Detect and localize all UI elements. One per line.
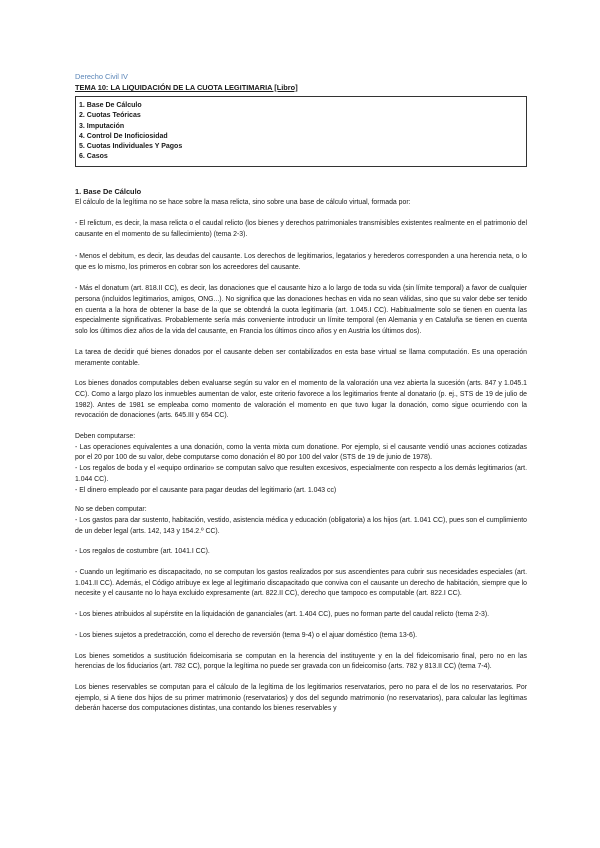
list-item: - Las operaciones equivalentes a una donación, como la venta mixta cum donatione. Por ejemplo, si el causante vendió unas acciones cotizadas por el 20 por 100 de su valor, debe computarse como donación el 80 por 100 del valor (STS de 19 de junio de 1978). bbox=[75, 443, 527, 462]
table-of-contents bbox=[75, 96, 527, 167]
toc-item: 2. Cuotas Teóricas bbox=[79, 112, 141, 120]
toc-item: 4. Control De Inoficiosidad bbox=[79, 132, 168, 140]
paragraph-intro: El cálculo de la legítima no se hace sobre la masa relicta, sino sobre una base de cálculo virtual, formada por: bbox=[75, 198, 411, 206]
list-item: - Los bienes sujetos a predetracción, como el derecho de reversión (tema 9-4) o el ajuar doméstico (tema 13-6). bbox=[75, 631, 418, 639]
list-item: - El dinero empleado por el causante para pagar deudas del legitimario (art. 1.043 cc) bbox=[75, 486, 337, 494]
no-deben-computarse-title: No se deben computar: bbox=[75, 506, 147, 514]
list-item: - Los gastos para dar sustento, habitación, vestido, asistencia médica y educación (obligatoria) a los hijos (art. 1.041 CC), pues son el cumplimiento de un deber legal (arts. 142, 143 y 154.2.º CC). bbox=[75, 516, 527, 535]
list-item: - Los regalos de boda y el «equipo ordinario» se computan salvo que resulten excesivos, especialmente con respecto a los demás legitimarios (art. 1.044 CC). bbox=[75, 465, 527, 483]
paragraph-computacion: La tarea de decidir qué bienes donados por el causante deben ser contabilizados en esta base virtual se llama computación. Es una operación meramente contable. bbox=[75, 348, 527, 367]
subject-label: Derecho Civil IV bbox=[75, 72, 128, 81]
toc-item: 6. Casos bbox=[79, 153, 108, 161]
section-heading: 1. Base De Cálculo bbox=[75, 186, 142, 196]
page-content bbox=[75, 72, 527, 715]
paragraph-donatum: - Más el donatum (art. 818.II CC), es decir, las donaciones que el causante hizo a lo largo de toda su vida (sin límite temporal) a favor de cualquier persona (incluidos legitimarios, amigos, ONG...). No significa que las donaciones hechas en vida no sean válidas, sino que su valor debe ser tenido en cuenta a la hora de obtener la base de la que se obtendrá la cuota legitimaria (art. 1.045.I CC). Habitualmente solo se tienen en cuenta las especialmente significativas. Probablemente sería más conveniente introducir un límite temporal (en Alemania y en Cataluña se tienen en cuenta solo los últimos diez años de la vida del causante, en Francia los últimos cinco años y en Austria los últimos dos). bbox=[75, 285, 527, 336]
paragraph-valoracion: Los bienes donados computables deben evaluarse según su valor en el momento de la valoración una vez abierta la sucesión (arts. 847 y 1.045.1 CC). Como a largo plazo los inmuebles aumentan de valor, este criterio favorece a los legitimarios frente al donatario (p. ej., STS de 19 de julio de 1982). Antes de 1981 se empleaba como momento de valoración el momento en que tuvo lugar la donación, como sigue ocurriendo con la revocación de donaciones (arts. 645.III y 654 CC). bbox=[75, 380, 527, 420]
deben-computarse-title: Deben computarse: bbox=[75, 433, 136, 441]
list-item: - Los regalos de costumbre (art. 1041.I CC). bbox=[75, 548, 210, 556]
paragraph-fideicomisaria: Los bienes sometidos a sustitución fideicomisaria se computan en la herencia del instituyente y en la del fideicomisario final, pero no en las herencias de los fiduciarios (art. 782 CC), porque la legítima no puede ser gravada con un fideicomiso (arts. 782 y 813.II CC) (tema 7-4). bbox=[75, 652, 527, 671]
toc-item: 1. Base De Cálculo bbox=[79, 102, 142, 109]
toc-item: 3. Imputación bbox=[79, 122, 125, 130]
list-item: - Cuando un legitimario es discapacitado, no se computan los gastos realizados por sus ascendientes para cubrir sus necesidades especiales (art. 1.041.II CC). Además, el Código atribuye ex lege al legitimario discapacitado que conviva con el causante un derecho de habitación, siempre que lo necesite y el causante no lo haya excluido expresamente (art. 822.II CC), derecho que tampoco es computable (art. 822.I CC). bbox=[75, 569, 527, 598]
paragraph-relictum: - El relictum, es decir, la masa relicta o el caudal relicto (los bienes y derechos patrimoniales transmisibles existentes realmente en el patrimonio del causante en el momento de su fallecimiento) (tema 2-3). bbox=[75, 220, 527, 239]
paragraph-debitum: - Menos el debitum, es decir, las deudas del causante. Los derechos de legitimarios, legatarios y herederos corresponden a una herencia neta, o lo que es lo mismo, los primeros en cobrar son los acreedores del causante. bbox=[75, 252, 527, 271]
document-title: TEMA 10: LA LIQUIDACIÓN DE LA CUOTA LEGITIMARIA [Libro] bbox=[75, 83, 298, 92]
list-item: - Los bienes atribuidos al supérstite en la liquidación de gananciales (art. 1.404 CC), pues no forman parte del caudal relicto (tema 2-3). bbox=[75, 611, 490, 619]
toc-item: 5. Cuotas Individuales Y Pagos bbox=[79, 143, 183, 151]
paragraph-reservables: Los bienes reservables se computan para el cálculo de la legítima de los legitimarios reservatarios, pero no para el de los no reservatarios. Por ejemplo, si A tiene dos hijos de su primer matrimonio (reservatarios) y dos del segundo matrimonio (no reservatarios), para calcular las legítimas deberán hacerse dos computaciones distintas, una contando los bienes reservables y bbox=[75, 683, 527, 713]
